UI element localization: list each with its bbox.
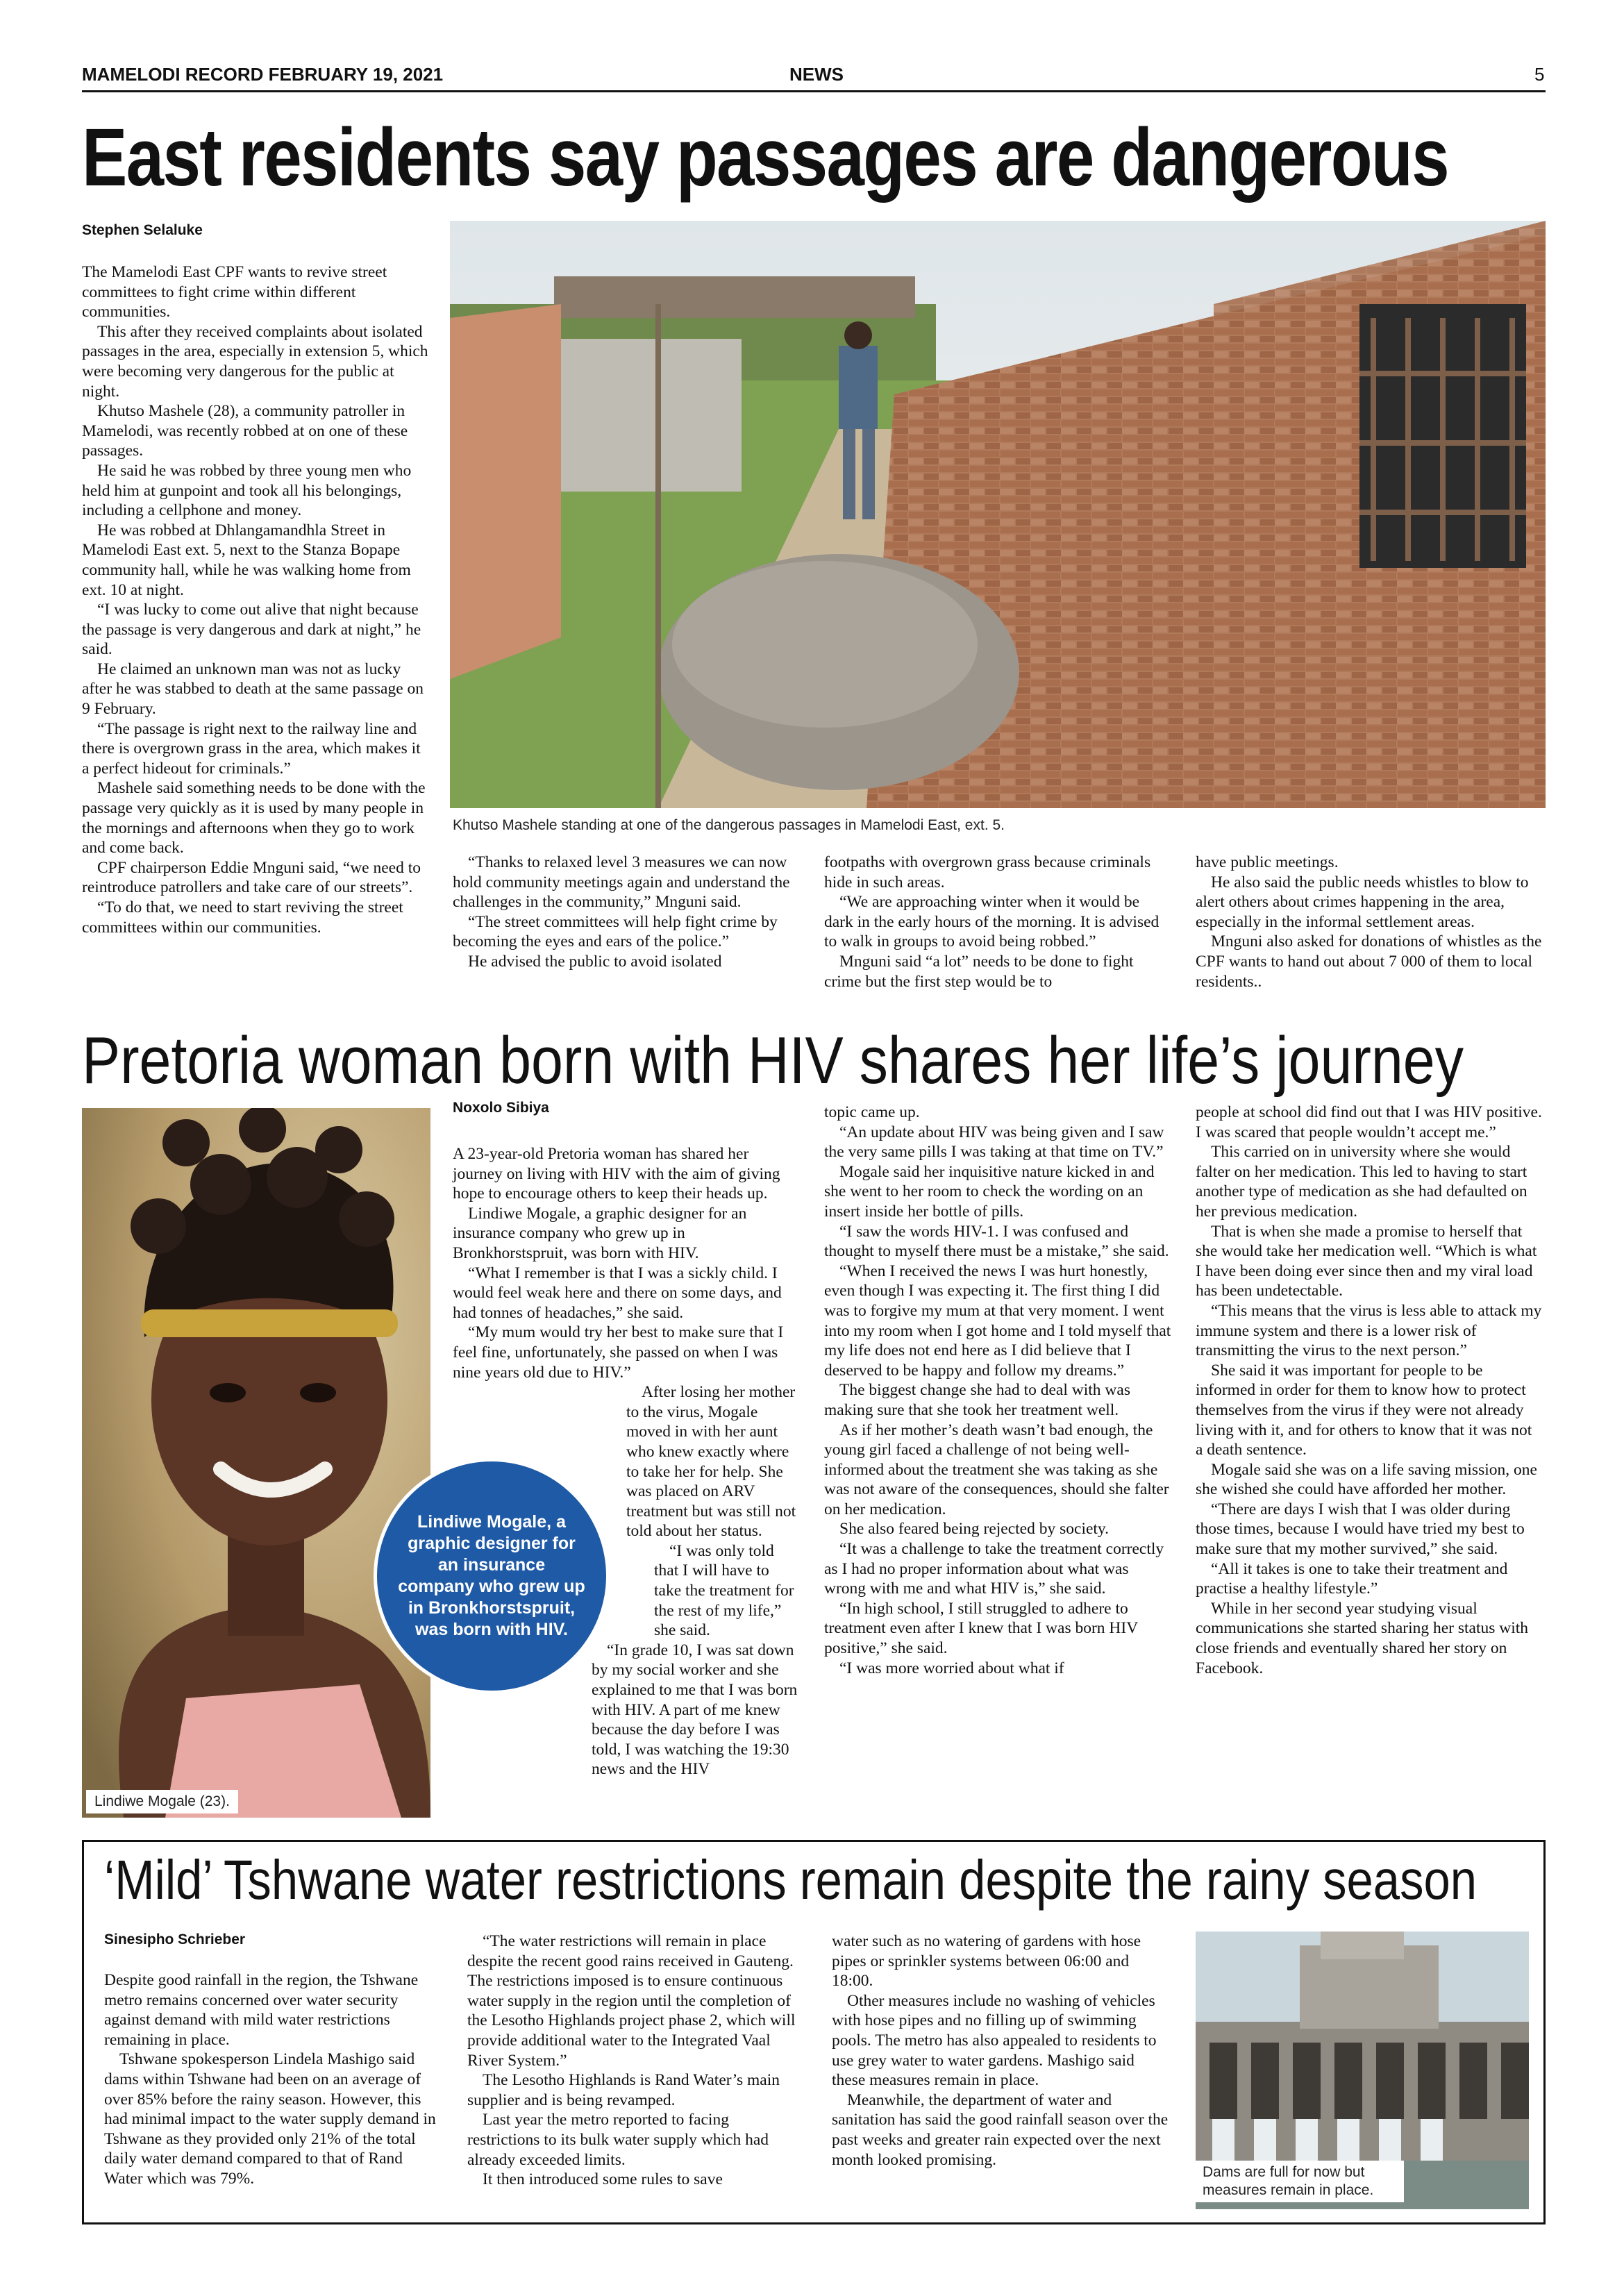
paragraph: He claimed an unknown man was not as lucky after he was stabbed to death at the same passage on 9 February. — [82, 660, 424, 719]
story2-column-3 — [1196, 1103, 1543, 1678]
portrait-photo — [82, 1108, 430, 1818]
paragraph: “The street committees will help fight crime by becoming the eyes and ears of the police.” — [453, 912, 778, 951]
paragraph: “We are approaching winter when it would be dark in the early hours of the morning. It is advised to walk in groups to avoid being robbed.” — [824, 893, 1160, 951]
paragraph: He was robbed at Dhlangamandhla Street in Mamelodi East ext. 5, next to the Stanza Bopape community hall, while he was walking home from ext. 10 at night. — [82, 521, 411, 599]
paragraph: “When I received the news I was hurt honestly, even though I was expecting it. The first thing I did was to forgive my mum at that very moment. I went into my room when I got home and I told myself that my life does not end here as I did believe that I deserved to be happy and follow my dreams.” — [824, 1262, 1171, 1380]
paragraph: “I was lucky to come out alive that night because the passage is very dangerous and dark at night,” he said. — [82, 601, 421, 659]
story2-caption-box — [86, 1790, 238, 1813]
paragraph: While in her second year studying visual communications she started sharing her status with close friends and eventually shared her story on Facebook. — [1196, 1599, 1529, 1677]
paragraph: The Lesotho Highlands is Rand Water’s main supplier and is being revamped. — [467, 2071, 780, 2109]
paragraph: The Mamelodi East CPF wants to revive street committees to fight crime within different communities. — [82, 263, 387, 321]
paragraph: “I was more worried about what if — [839, 1659, 1064, 1677]
paragraph: She said it was important for people to be informed in order for them to know how to protect themselves from the virus if they were not already living with it, and for others to know that it was not a death sentence. — [1196, 1361, 1532, 1459]
story3-column-2 — [467, 1932, 801, 2190]
paragraph: “This means that the virus is less able to attack my immune system and there is a lower risk of transmitting the virus to the next person.” — [1196, 1301, 1542, 1360]
header-rule — [82, 90, 1546, 92]
paragraph: “What I remember is that I was a sickly child. I would feel weak here and there on some days, and had tonnes of headaches,” she said. — [453, 1264, 782, 1322]
paragraph: The biggest change she had to deal with was making sure that she took her treatment well. — [824, 1381, 1130, 1419]
paragraph: have public meetings. — [1196, 853, 1339, 871]
paragraph: Mnguni also asked for donations of whistles as the CPF wants to hand out about 7 000 of them to local residents.. — [1196, 932, 1542, 991]
story1-column-2 — [453, 853, 794, 972]
paragraph: That is when she made a promise to herself that she would take her medication well. “Which is what I have been doing ever since then and my viral load has been undetectable. — [1196, 1222, 1537, 1300]
story1-caption: Khutso Mashele standing at one of the dangerous passages in Mamelodi East, ext. 5. — [453, 817, 1005, 833]
paragraph: Other measures include no washing of vehicles with hose pipes and no filling up of swimming pools. The metro has also appealed to residents to use grey water to water gardens. Mashigo said these measures remain in place. — [832, 1991, 1157, 2090]
paragraph: He also said the public needs whistles to blow to alert others about crimes happening in the area, especially in the informal settlement areas. — [1196, 873, 1529, 931]
paragraph: As if her mother’s death wasn’t bad enough, the young girl faced a challenge of not being well-informed about the treatment she was taking as she was not aware of the consequences, should she falter on her medication. — [824, 1421, 1169, 1518]
paragraph: “In high school, I still struggled to adhere to treatment even after I knew that I was born HIV positive,” she said. — [824, 1599, 1138, 1658]
paragraph: Meanwhile, the department of water and sanitation has said the good rainfall season over the past weeks and greater rain expected over the next month looked promising. — [832, 2090, 1169, 2169]
paragraph: “I was only told that I will have to take the treatment for the rest of my life,” she said. — [654, 1541, 794, 1640]
story2-column-1 — [453, 1144, 800, 1779]
paragraph: “My mum would try her best to make sure that I feel fine, unfortunately, she passed on when I was nine years old due to HIV.” — [453, 1323, 784, 1382]
paragraph: CPF chairperson Eddie Mnguni said, “we need to reintroduce patrollers and take care of our streets”. — [82, 858, 421, 897]
story3-column-1 — [104, 1970, 437, 2189]
portrait-photo-illustration — [82, 1108, 430, 1818]
paragraph: people at school did find out that I was HIV positive. I was scared that people wouldn’t accept me.” — [1196, 1103, 1542, 1141]
paragraph: He said he was robbed by three young men who held him at gunpoint and took all his belongings, including a cellphone and money. — [82, 461, 412, 520]
paragraph: topic came up. — [824, 1103, 920, 1121]
paragraph: “All it takes is one to take their treatment and practise a healthy lifestyle.” — [1196, 1559, 1508, 1598]
story1-byline: Stephen Selaluke — [82, 222, 203, 238]
paragraph: “The passage is right next to the railway line and there is overgrown grass in the area, which makes it a perfect hideout for criminals.” — [82, 719, 421, 778]
paragraph: water such as no watering of gardens with hose pipes or sprinkler systems between 06:00 and 18:00. — [832, 1932, 1141, 1991]
paragraph: “The water restrictions will remain in place despite the recent good rains received in Gauteng. The restrictions imposed is to ensure continuous water supply in the region until the completion of the Lesotho Highlands project phase 2, which will provide additional water to the Integrated Vaal River System.” — [467, 1932, 796, 2070]
passage-photo — [450, 221, 1546, 808]
paragraph: A 23-year-old Pretoria woman has shared her journey on living with HIV with the aim of giving hope to encourage others to keep their heads up. — [453, 1145, 780, 1203]
paragraph: Lindiwe Mogale, a graphic designer for an insurance company who grew up in Bronkhorstspruit, was born with HIV. — [453, 1204, 747, 1262]
paragraph: This carried on in university where she would falter on her medication. This led to having to start another type of medication as she had defaulted on her previous medication. — [1196, 1143, 1527, 1221]
story1-column-3 — [824, 853, 1166, 991]
paragraph: This after they received complaints about isolated passages in the area, especially in extension 5, which were becoming very dangerous for the public at night. — [82, 322, 428, 401]
story3-headline: ‘Mild’ Tshwane water restrictions remain despite the rainy season — [104, 1849, 1477, 1911]
story3-byline: Sinesipho Schrieber — [104, 1932, 246, 1947]
paragraph: Despite good rainfall in the region, the Tshwane metro remains concerned over water security against demand with mild water restrictions remaining in place. — [104, 1971, 419, 2049]
paragraph: “There are days I wish that I was older during those times, because I would have tried my best to make sure that my mother survived,” she said. — [1196, 1500, 1525, 1559]
paragraph: Tshwane spokesperson Lindela Mashigo said dams within Tshwane had been on an average of over 85% before the rainy season. However, this had minimal impact to the water supply demand in Tshwane as they provided only 21% of the total daily water demand compared to that of Rand Water which was 79%. — [104, 2050, 436, 2188]
paragraph: Mashele said something needs to be done with the passage very quickly as it is used by many people in the mornings and afternoons when they go to work and come back. — [82, 779, 426, 857]
paragraph: After losing her mother to the virus, Mogale moved in with her aunt who knew exactly where to take her for help. She was placed on ARV treatment but was still not told about her status. — [626, 1383, 796, 1541]
paragraph: “In grade 10, I was sat down by my social worker and she explained to me that I was born with HIV. A part of me knew because the day before I was told, I was watching the 19:30 news and the HIV — [592, 1641, 798, 1779]
paragraph: “An update about HIV was being given and I saw the very same pills I was taking at that time on TV.” — [824, 1123, 1164, 1162]
paragraph: “Thanks to relaxed level 3 measures we can now hold community meetings again and understand the challenges in the community,” Mnguni said. — [453, 853, 790, 912]
story3-caption: Dams are full for now but measures remain in place. — [1203, 2164, 1374, 2198]
paragraph: Mogale said her inquisitive nature kicked in and she went to her room to check the wording on an insert inside her bottle of pills. — [824, 1162, 1155, 1221]
story1-headline: East residents say passages are dangerous — [82, 112, 1448, 203]
masthead-date: MAMELODI RECORD FEBRUARY 19, 2021 — [82, 64, 444, 85]
story2-headline: Pretoria woman born with HIV shares her life’s journey — [82, 1023, 1464, 1098]
story2-caption: Lindiwe Mogale (23). — [94, 1793, 230, 1809]
paragraph: footpaths with overgrown grass because criminals hide in such areas. — [824, 853, 1151, 891]
paragraph: It then introduced some rules to save — [483, 2170, 723, 2189]
story1-column-4 — [1196, 853, 1543, 991]
story2-byline: Noxolo Sibiya — [453, 1100, 549, 1116]
paragraph: She also feared being rejected by society. — [839, 1520, 1110, 1539]
paragraph: Mogale said she was on a life saving mission, one she wished she could have afforded her mother. — [1196, 1460, 1537, 1499]
paragraph: “I saw the words HIV-1. I was confused and thought to myself there must be a mistake,” she said. — [824, 1222, 1169, 1261]
paragraph: “To do that, we need to start reviving the street committees within our communities. — [82, 898, 403, 937]
page-number: 5 — [1534, 64, 1545, 85]
story1-column-1 — [82, 262, 430, 937]
passage-photo-illustration — [450, 221, 1546, 808]
section-label: NEWS — [789, 64, 844, 85]
paragraph: “It was a challenge to take the treatment correctly as I had no proper information about what was wrong with me and what HIV is,” she said. — [824, 1540, 1164, 1598]
paragraph: Last year the metro reported to facing restrictions to its bulk water supply which had already exceeded limits. — [467, 2111, 769, 2169]
paragraph: He advised the public to avoid isolated — [468, 952, 722, 971]
story2-column-2 — [824, 1103, 1171, 1678]
story3-column-3 — [832, 1932, 1169, 2170]
paragraph: Khutso Mashele (28), a community patroller in Mamelodi, was recently robbed at on one of these passages. — [82, 402, 408, 460]
pull-quote-text: Lindiwe Mogale, a graphic designer for an insurance company who grew up in Bronkhorstspruit, was born with HIV. — [398, 1512, 585, 1639]
paragraph: Mnguni said “a lot” needs to be done to fight crime but the first step would be to — [824, 952, 1134, 991]
story3-caption-box — [1196, 2161, 1404, 2202]
